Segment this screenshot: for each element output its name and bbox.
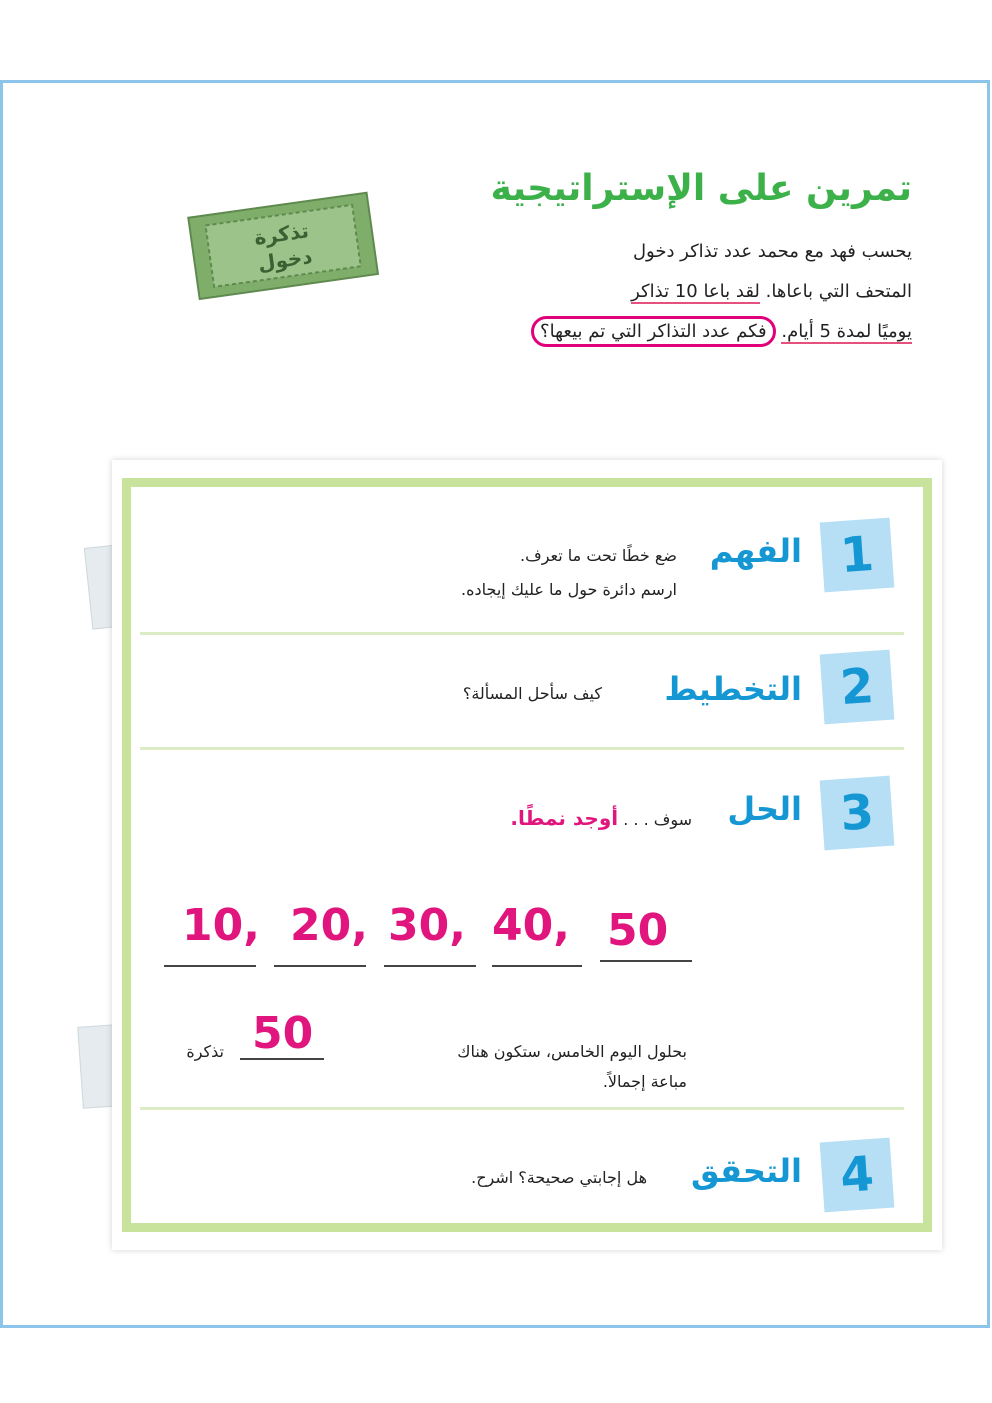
problem-line-1: يحسب فهد مع محمد عدد تذاكر دخول [632,241,912,262]
step-2-number: 2 [820,650,895,725]
blank-1 [164,965,256,967]
step-1-text-1: ضع خطًا تحت ما تعرف. [520,546,677,565]
ticket-text-2: دخول [256,244,314,276]
answer-sentence-c: مباعة إجمالاً. [602,1072,687,1091]
problem-line-3 [472,312,912,352]
step-1-text-2: ارسم دائرة حول ما عليك إيجاده. [461,580,677,599]
blank-2 [274,965,366,967]
underlined-fact-1: لقد باعا 10 تذاكر [631,281,760,302]
blank-4 [492,965,582,967]
step-2-title: التخطيط [664,670,802,708]
pattern-value-3: 30, [388,900,466,951]
answer-sentence-a: بحلول اليوم الخامس، ستكون هناك [457,1042,687,1061]
step-4-number: 4 [820,1138,895,1213]
step-4-text: هل إجابتي صحيحة؟ اشرح. [471,1168,647,1187]
step-3-title: الحل [727,790,802,828]
divider-1 [140,632,904,635]
problem-line-2: المتحف التي باعاها. لقد باعا 10 تذاكر [631,281,912,302]
underlined-fact-2: يوميًا لمدة 5 أيام. [781,321,912,342]
blank-5 [600,960,692,962]
blank-3 [384,965,476,967]
divider-2 [140,747,904,750]
pattern-value-4: 40, [492,900,570,951]
step-3-text: سوف . . . أوجد نمطًا. [510,806,692,830]
pattern-value-5: 50 [607,905,669,956]
circled-question: فكم عدد التذاكر التي تم بيعها؟ [531,316,776,347]
answer-blank [240,1058,324,1060]
divider-3 [140,1107,904,1110]
ticket-text-1: تذكرة [252,218,311,250]
page-title: تمرين على الإستراتيجية [490,168,912,209]
answer-value: 50 [252,1008,314,1059]
problem-text [472,232,912,352]
ticket-image [185,185,380,305]
step-3-number: 3 [820,776,895,851]
pattern-value-1: 10, [182,900,260,951]
strategy-card [112,460,942,1250]
step-3-highlight: أوجد نمطًا. [510,806,619,830]
step-1-title: الفهم [709,532,802,570]
step-4-title: التحقق [691,1152,802,1190]
pattern-value-2: 20, [290,900,368,951]
answer-sentence-b: تذكرة [186,1042,224,1061]
step-2-text: كيف سأحل المسألة؟ [462,684,602,703]
step-1-number: 1 [820,518,895,593]
